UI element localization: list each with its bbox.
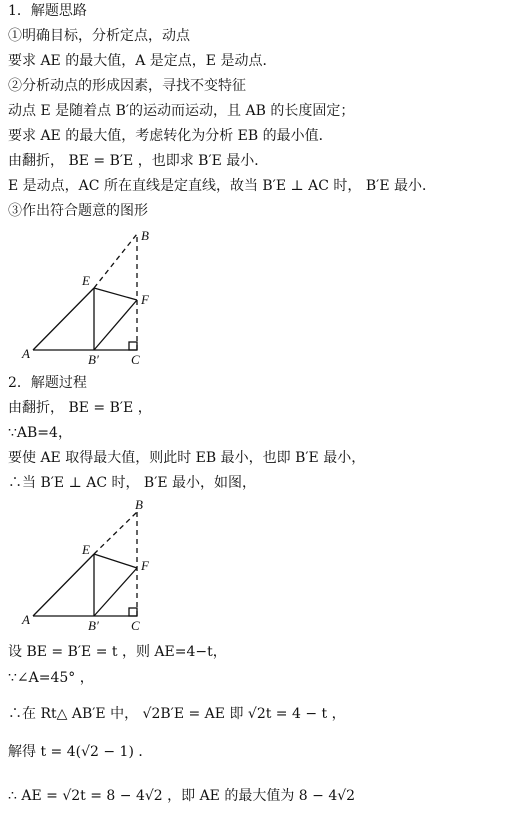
section-heading-2: 2．解题过程 [8,375,87,391]
text-line: 要求 AE 的最大值，考虑转化为分析 EB 的最小值． [8,128,333,144]
label-B: B [141,228,149,243]
label-E: E [82,542,90,557]
step-2-title: ②分析动点的形成因素，寻找不变特征 [8,78,246,94]
text-line: ∴在 Rt△ AB′E 中， √2B′E = AE 即 √2t = 4 − t ， [8,706,346,722]
text-line: 要求 AE 的最大值，A 是定点，E 是动点． [8,53,277,69]
text-line: ∵∠A=45° ， [8,670,94,686]
geometry-figure-2 [0,496,190,636]
step-1-title: ①明确目标，分析定点，动点 [8,28,190,44]
label-B-prime: B′ [88,352,99,367]
text-line: 由翻折， BE = B′E ， [8,400,152,416]
text-line: 设 BE = B′E = t ，则 AE=4−t， [8,644,227,660]
text-line: 动点 E 是随着点 B′的运动而运动，且 AB 的长度固定； [8,103,355,119]
text-line: 解得 t = 4(√2 − 1) ． [8,744,153,760]
label-B: B [135,497,143,512]
step-3-title: ③作出符合题意的图形 [8,203,148,219]
label-C: C [131,618,140,633]
label-F: F [141,292,149,307]
text-line: E 是动点，AC 所在直线是定直线，故当 B′E ⊥ AC 时， B′E 最小． [8,178,437,194]
text-line: 要使 AE 取得最大值，则此时 EB 最小，也即 B′E 最小， [8,450,366,466]
text-line: ∴ AE = √2t = 8 − 4√2 ，即 AE 的最大值为 8 − 4√2 [8,788,356,804]
geometry-figure-1 [0,222,190,370]
label-A: A [22,612,30,627]
label-F: F [141,558,149,573]
text-line: 由翻折， BE = B′E ，也即求 B′E 最小． [8,153,269,169]
label-E: E [82,273,90,288]
label-C: C [131,352,140,367]
text-line: ∵AB=4， [8,425,72,441]
section-heading-1: 1．解题思路 [8,3,87,19]
label-A: A [22,346,30,361]
label-B-prime: B′ [88,618,99,633]
text-line: ∴当 B′E ⊥ AC 时， B′E 最小，如图， [8,475,257,491]
